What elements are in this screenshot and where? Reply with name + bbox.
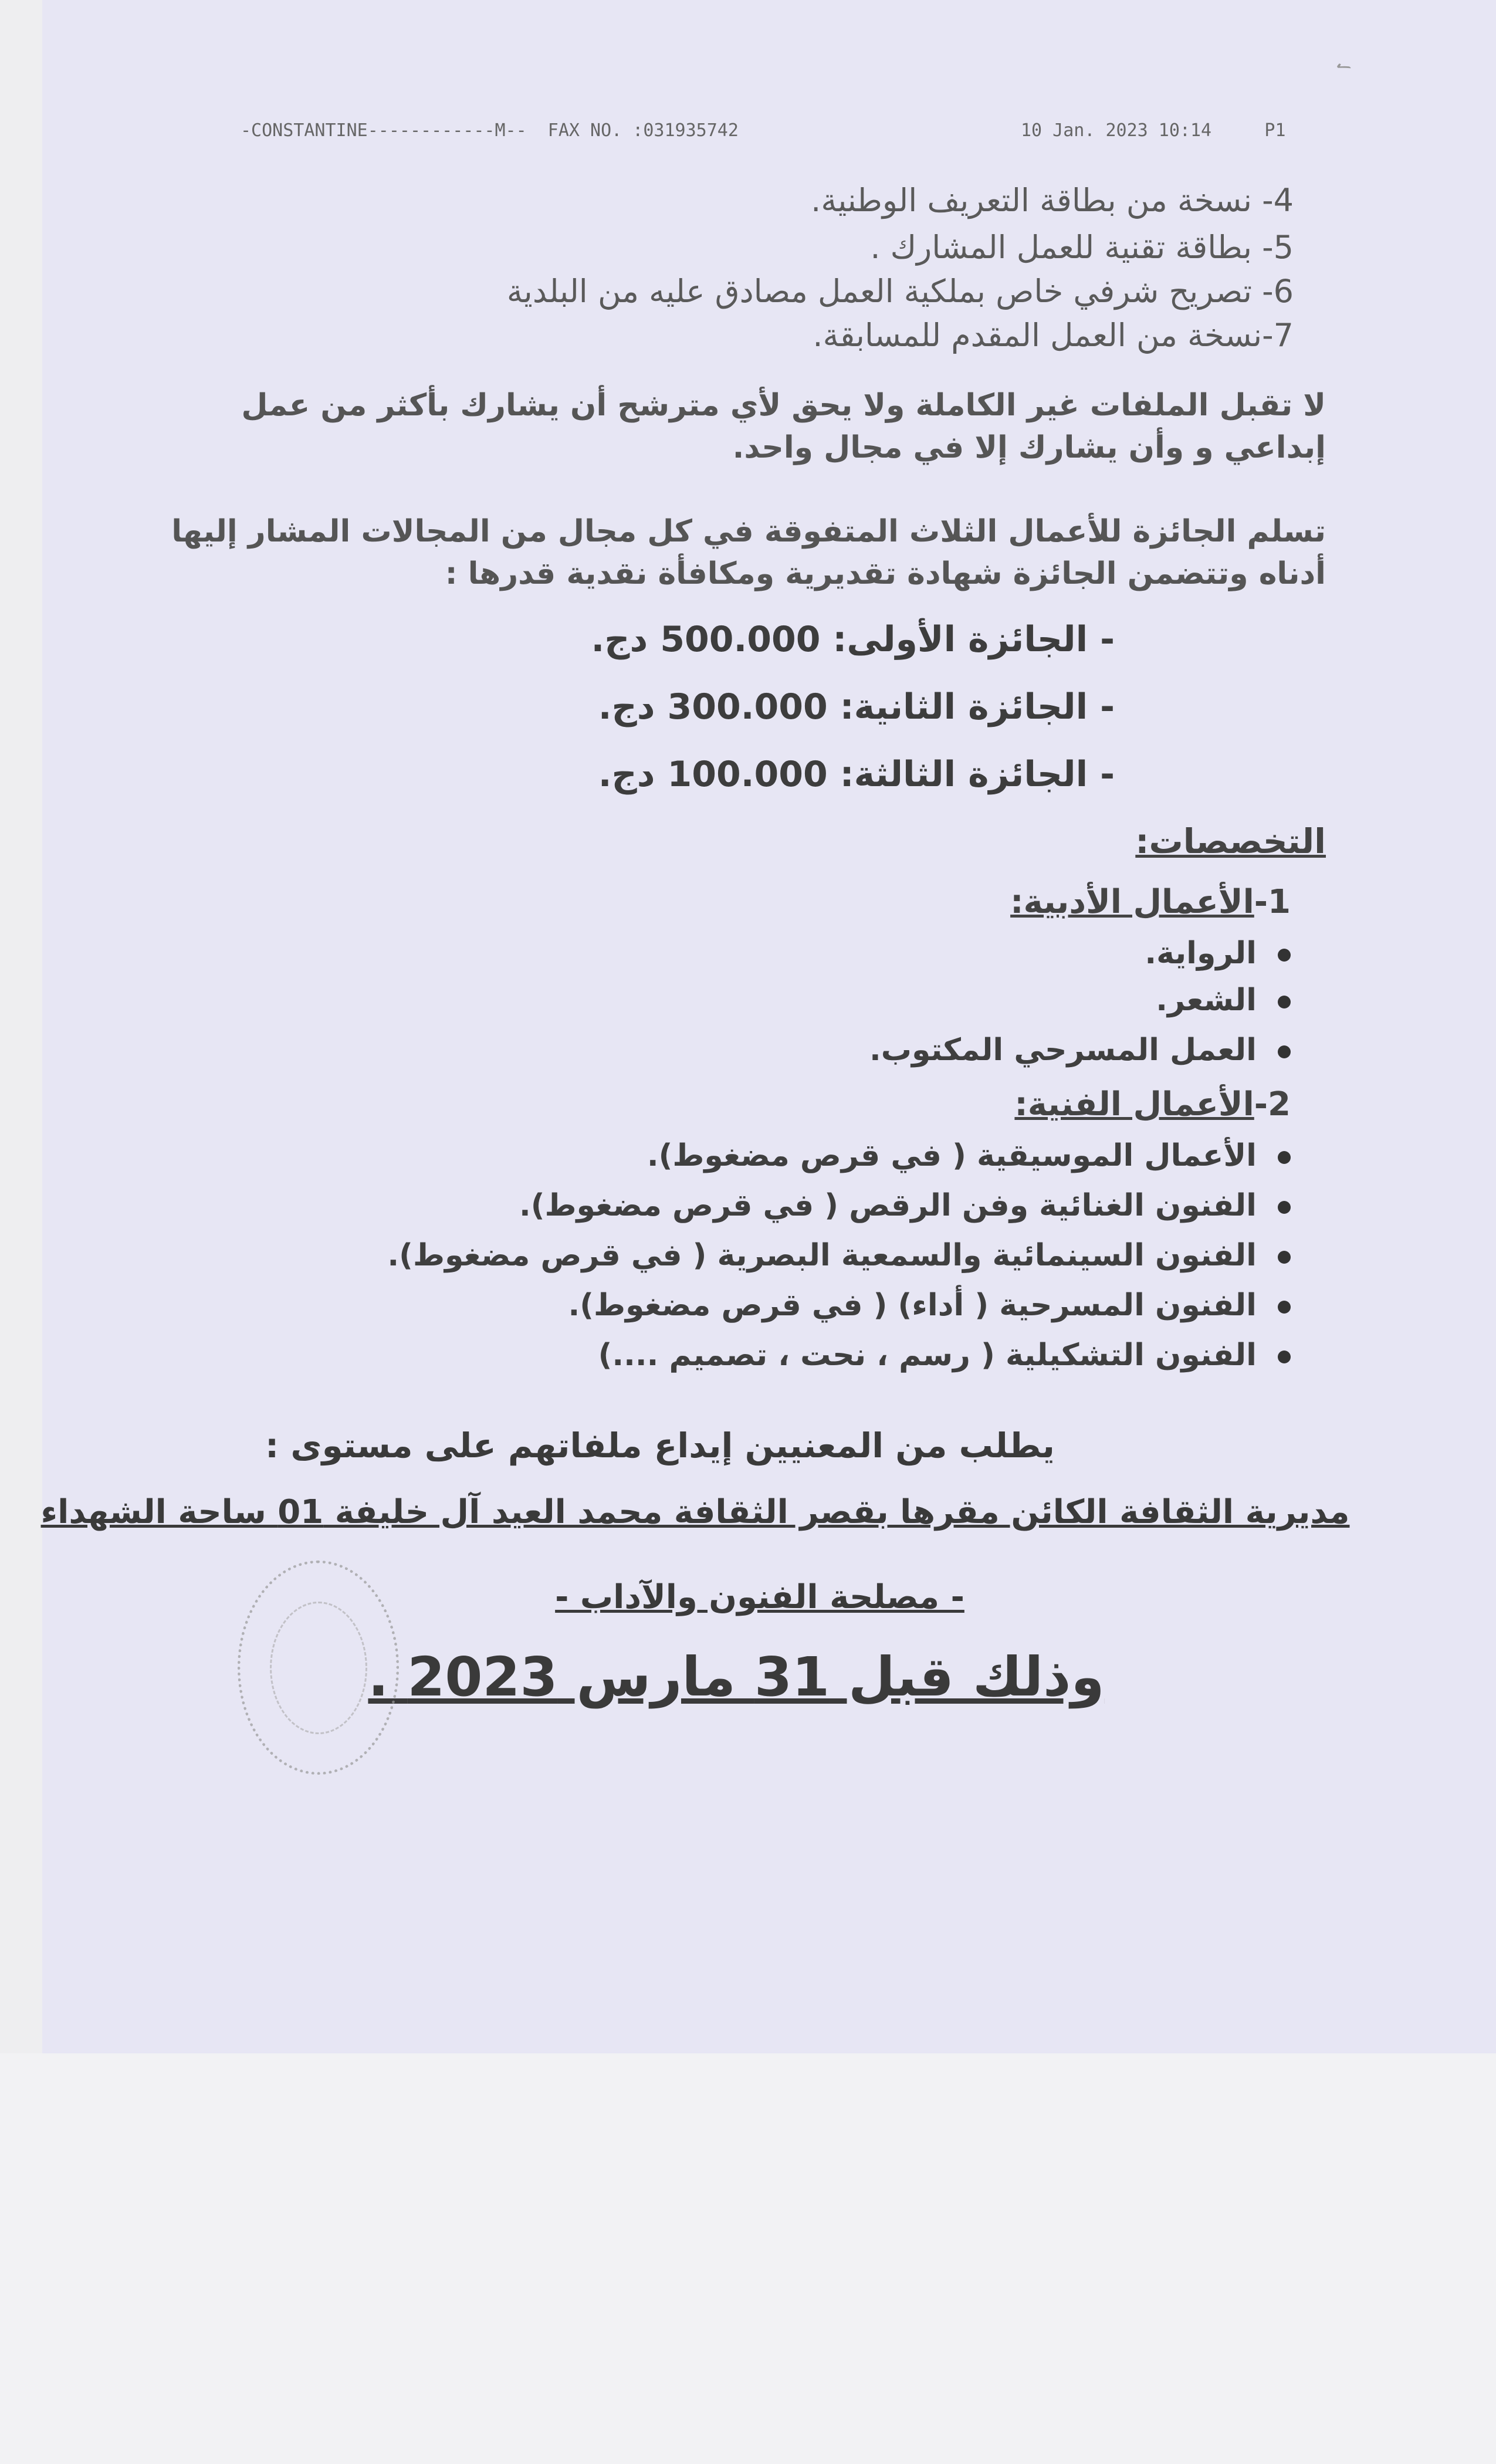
service-line: - مصلحة الفنون والآداب -	[555, 1578, 964, 1616]
document-item-4: 4- نسخة من بطاقة التعريف الوطنية.	[811, 182, 1294, 219]
list-item: الرواية.	[1145, 936, 1291, 971]
stamp-inner-ring	[270, 1602, 367, 1734]
list-item: الفنون الغنائية وفن الرقص ( في قرص مضغوط).	[519, 1188, 1291, 1223]
fax-header	[241, 120, 1338, 182]
request-line: يطلب من المعنيين إيداع ملفاتهم على مستوى :	[265, 1426, 1055, 1465]
bullet-icon	[1278, 949, 1291, 962]
category2-heading	[1014, 1085, 1291, 1123]
bullet-icon	[1278, 1151, 1291, 1164]
list-item: الفنون السينمائية والسمعية البصرية ( في قرص مضغوط).	[387, 1238, 1291, 1273]
document-item-6: 6- تصريح شرفي خاص بملكية العمل مصادق عليه من البلدية	[506, 273, 1294, 310]
rule-paragraph: لا تقبل الملفات غير الكاملة ولا يحق لأي مترشح أن يشارك بأكثر من عمل إبداعي و وأن يشارك إلا في مجال واحد.	[241, 388, 1326, 465]
category1-heading	[1010, 883, 1291, 921]
list-item: الفنون التشكيلية ( رسم ، نحت ، تصميم ....)	[598, 1338, 1291, 1373]
bullet-icon	[1278, 1045, 1291, 1058]
category2-number: 2-	[1254, 1085, 1291, 1123]
category1-title: الأعمال الأدبية:	[1010, 883, 1254, 921]
bullet-icon	[1278, 1201, 1291, 1214]
document-item-5: 5- بطاقة تقنية للعمل المشارك .	[870, 229, 1294, 266]
list-item: الشعر.	[1156, 983, 1291, 1018]
address-line: مديرية الثقافة الكائن مقرها بقصر الثقافة محمد العيد آل خليفة 01 ساحة الشهداء	[40, 1493, 1350, 1531]
bullet-icon	[1278, 1251, 1291, 1264]
fax-sender: -CONSTANTINE------------M-- FAX NO. :031935742	[241, 120, 739, 141]
prize-paragraph: تسلم الجائزة للأعمال الثلاث المتفوقة في كل مجال من المجالات المشار إليها أدناه وتتضمن الجائزة شهادة تقديرية ومكافأة نقدية قدرها :	[171, 514, 1326, 591]
prize-second: - الجائزة الثانية: 300.000 دج.	[598, 686, 1115, 727]
prize-third: - الجائزة الثالثة: 100.000 دج.	[598, 754, 1115, 795]
category2-title: الأعمال الفنية:	[1014, 1085, 1254, 1123]
list-item: الأعمال الموسيقية ( في قرص مضغوط).	[647, 1138, 1291, 1173]
category1-number: 1-	[1254, 883, 1291, 921]
fax-datetime: 10 Jan. 2023 10:14 P1	[1021, 120, 1286, 141]
deadline-line: وذلك قبل 31 مارس 2023 .	[368, 1646, 1105, 1708]
bullet-icon	[1278, 996, 1291, 1008]
bullet-icon	[1278, 1351, 1291, 1363]
page-margin	[0, 2053, 1496, 2464]
corner-mark-icon: ✓	[1328, 53, 1358, 82]
list-item: العمل المسرحي المكتوب.	[869, 1033, 1291, 1068]
prize-first: - الجائزة الأولى: 500.000 دج.	[591, 619, 1115, 660]
document-item-7: 7-نسخة من العمل المقدم للمسابقة.	[813, 317, 1294, 354]
specialties-heading: التخصصات:	[1135, 821, 1326, 861]
list-item: الفنون المسرحية ( أداء) ( في قرص مضغوط).	[568, 1288, 1291, 1323]
bullet-icon	[1278, 1301, 1291, 1314]
